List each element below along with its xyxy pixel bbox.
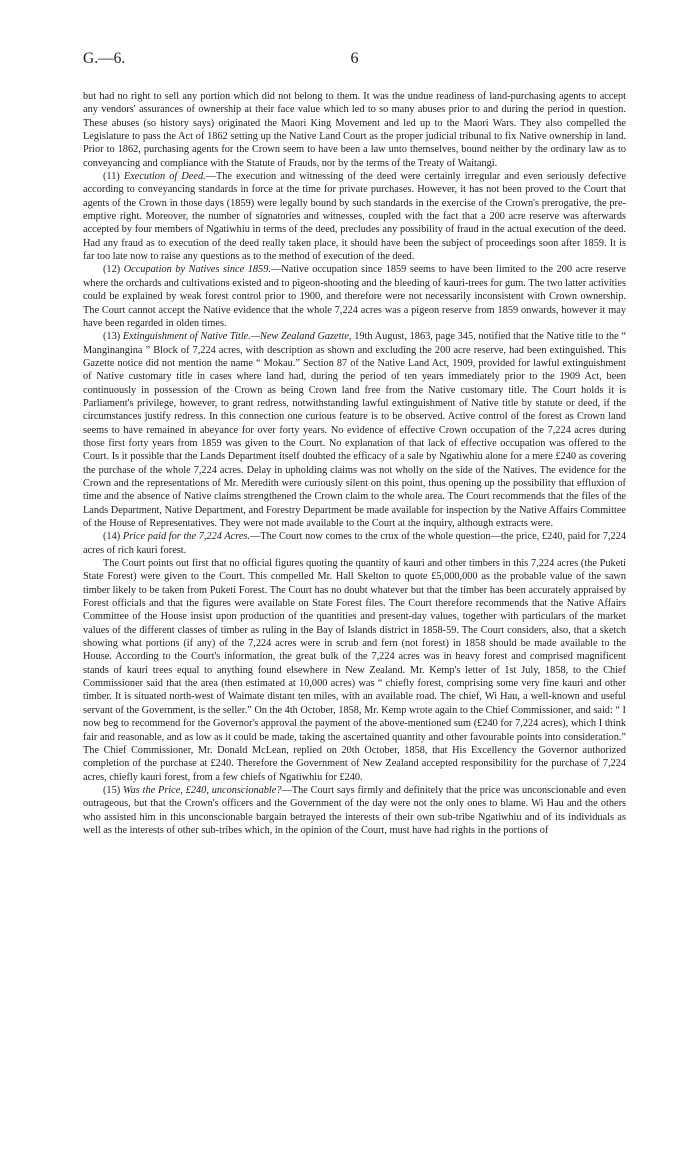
paragraph-extinguishment-of-native-title (83, 330, 626, 530)
paragraph-text: —Native occupation since 1859 seems to have been limited to the 200 acre reserve where the orchards and cultivations existed and to pigeon-shooting and the bleeding of kauri-trees for gum. The two latter activities could be explained by weak forest control prior to 1900, and therefore were not necessarily inconsistent with Crown ownership. The Court cannot accept the Native evidence that the whole 7,224 acres was a pigeon reserve from 1859 onwards, however it may have been regarded in olden times. (83, 264, 626, 329)
paragraph-text: The Court points out first that no official figures quoting the quantity of kauri and other timbers in this 7,224 acres (the Puketi State Forest) were given to the Court. This compelled Mr. Hall Skelton to quote £5,000,000 as the probable value of the sawn timber likely to be taken from Puketi Forest. The Court has no doubt whatever but that the timber has been accurately appraised by Forest officials and that the figures were available on State Forest files. The Court therefore recommends that the Native Affairs Committee of the House insist upon production of the quantities and present-day values, together with particulars of the market values of the different classes of timber as ruling in the Bay of Islands district in 1858-59. The Court considers, also, that a sketch showing what portions (if any) of the 7,224 acres were in scrub and fern (not forest) in 1858 should be made available to the House. According to the Court's information, the great bulk of the 7,224 acres was in heavy forest and comprised magnificent stands of kauri trees equal to anything found elsewhere in New Zealand. Mr. Kemp's letter of 1st July, 1858, to the Chief Commissioner said that the area (then estimated at 10,000 acres) was “ chiefly forest, comprising some very fine kauri and other timber. It is situated north-west of Waimate distant ten miles, with an available road. The chief, Wi Hau, a well-known and useful servant of the Government, is the seller.” On the 4th October, 1858, Mr. Kemp wrote again to the Chief Commissioner, and said: “ I now beg to recommend for the Governor's approval the payment of the above-mentioned sum (£240 for 7,224 acres), which I think fair and reasonable, and as low as it could be made, taking the ascertained quantity and other favourable points into consideration.” The Chief Commissioner, Mr. Donald McLean, replied on 20th October, 1858, that His Excellency the Governor authorized completion of the purchase at £240. Therefore the Government of New Zealand accepted responsibility for the purchase of 7,224 acres, chiefly kauri forest, from a few chiefs of Ngatiwhiu for £240. (83, 558, 626, 783)
paragraph-execution-of-deed (83, 170, 626, 263)
paragraph-heading: Price paid for the 7,224 Acres. (122, 531, 250, 543)
paragraph-text: —The execution and witnessing of the deed were certainly irregular and even seriously defective according to conveyancing standards in force at the time for private purchases. However, it has not been proved to the Court that agents of the Crown in those days (1859) were legally bound by such standards in the exercise of the Crown's prerogative, the pre-emptive right. Moreover, the number of signatories and witnesses, coupled with the fact that a 200 acre reserve was afterwards accepted by four members of Ngatiwhiu in terms of the deed, precludes any possibility of fraud in the actual execution of the deed. Had any fraud as to execution of the deed really taken place, it should have been the subject of proceedings soon after 1859. It is far too late now to raise any questions as to the method of execution of the deed. (83, 171, 627, 263)
paragraph-heading: Extinguishment of Native Title.—New Zealand Gazette, (122, 331, 352, 343)
paragraph-number: (11) (103, 171, 124, 183)
paragraph-number: (12) (103, 264, 124, 276)
paragraph-number: (15) (103, 784, 123, 796)
paragraph-court-points-out (83, 557, 626, 784)
paragraph-was-price-unconscionable (83, 784, 626, 837)
paragraph-text: —The Court says firmly and definitely that the price was unconscionable and even outrageous, but that the Crown's officers and the Government of the day were not the only ones to blame. Wi Hau and the others who assisted him in this unconscionable bargain betrayed the interests of their own sub-tribe Ngatiwhiu and of its individuals as well as the interests of other sub-tribes which, in the opinion of the Court, must have had rights in the portions of (83, 784, 627, 836)
paragraph-heading: Was the Price, £240, unconscionable? (123, 784, 282, 796)
paragraph-number: (14) (103, 531, 123, 543)
paragraph-number: (13) (103, 331, 123, 343)
paragraph-continuation (83, 90, 626, 170)
paragraph-heading: Occupation by Natives since 1859. (123, 264, 271, 276)
paragraph-text: but had no right to sell any portion which did not belong to them. It was the undue readiness of land-purchasing agents to accept any vendors' assurances of ownership at their face value which led to so many abuses prior to and during the period in question. These abuses (so history says) originated the Maori King Movement and led up to the Maori Wars. They also compelled the Legislature to pass the Act of 1862 setting up the Native Land Court as the proper judicial tribunal to fix Native ownership in land. Prior to 1862, purchasing agents for the Crown seem to have been a law unto themselves, bound neither by the ordinary law as to conveyancing and compliance with the Statute of Frauds, nor by the terms of the Treaty of Waitangi. (83, 91, 626, 169)
paragraph-price-paid (83, 530, 626, 557)
page-number: 6 (350, 50, 359, 67)
paragraph-occupation-by-natives (83, 263, 626, 330)
paragraph-text: 19th August, 1863, page 345, notified that the Native title to the “ Manginangina ” Block of 7,224 acres, with description as shown and excluding the 200 acre reserve, had been extinguished. This Gazette notice did not mention the name “ Mokau.” Section 87 of the Native Land Act, 1909, provided for lawful extinguishment of Native customary title in cases where land had, during the period of ten years immediately prior to the 1909 Act, been continuously in possession of the Crown as being Crown land free from the Native customary title. The Court holds it is Parliament's privilege, however, to grant redress, notwithstanding lawful extinguishment of Native title by statute or deed, if the circumstances justify redress. In this connection one curious feature is to be observed. Active control of the forest as Crown land seems to have remained in abeyance for over forty years. No evidence of effective Crown occupation of the 7,224 acres during those first forty years from 1859 was given to the Court. No explanation of that lack of effective occupation was offered to the Court. Is it possible that the Lands Department itself doubted the efficacy of a sale by Ngatiwhiu alone for a mere £240 as covering the purchase of the whole 7,224 acres. Delay in upholding claims was not wholly on the side of the Natives. The evidence for the Crown and the representations of Mr. Meredith were curiously silent on this point, thus opening up the possibility that effluxion of time and the absence of Native claims strengthened the Crown claim to the whole area. The Court recommends that the files of the Lands Department, Native Department, and Forestry Department be made available for inspection by the Native Affairs Committee of the House of Representatives. They were not made available to the Court at the inquiry, although extracts were. (83, 331, 627, 529)
paragraph-heading: Execution of Deed. (123, 171, 206, 183)
body-text (83, 90, 626, 837)
report-reference: G.—6. (83, 50, 126, 67)
paragraph-text: —The Court now comes to the crux of the whole question—the price, £240, paid for 7,224 acres of rich kauri forest. (83, 531, 626, 556)
page-header (83, 50, 626, 72)
